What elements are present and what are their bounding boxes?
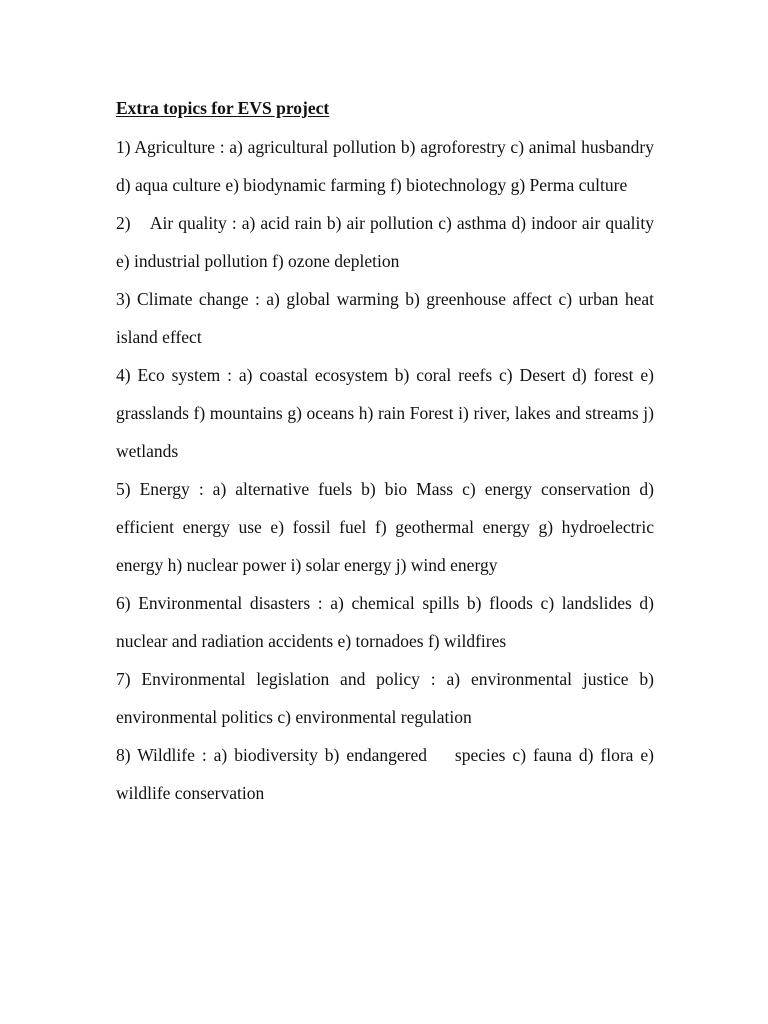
topic-agriculture: 1) Agriculture : a) agricultural pollution b) agroforestry c) animal husbandry d) aqua culture e) biodynamic farming f) biotechnology g) Perma culture	[116, 137, 654, 195]
topic-air-quality: 2) Air quality : a) acid rain b) air pollution c) asthma d) indoor air quality e) industrial pollution f) ozone depletion	[116, 213, 654, 271]
topic-environmental-legislation: 7) Environmental legislation and policy : a) environmental justice b) environmental politics c) environmental regulation	[116, 669, 654, 727]
topic-climate-change: 3) Climate change : a) global warming b) greenhouse affect c) urban heat island effect	[116, 289, 654, 347]
document-body	[116, 93, 654, 812]
topic-wildlife: 8) Wildlife : a) biodiversity b) endangered species c) fauna d) flora e) wildlife conservation	[116, 745, 654, 803]
topic-eco-system: 4) Eco system : a) coastal ecosystem b) coral reefs c) Desert d) forest e) grasslands f) mountains g) oceans h) rain Forest i) river, lakes and streams j) wetlands	[116, 365, 654, 461]
document-title: Extra topics for EVS project	[116, 98, 330, 118]
topic-environmental-disasters: 6) Environmental disasters : a) chemical spills b) floods c) landslides d) nuclear and radiation accidents e) tornadoes f) wildfires	[116, 593, 654, 651]
topic-energy: 5) Energy : a) alternative fuels b) bio Mass c) energy conservation d) efficient energy use e) fossil fuel f) geothermal energy g) hydroelectric energy h) nuclear power i) solar energy j) wind energy	[116, 479, 654, 575]
